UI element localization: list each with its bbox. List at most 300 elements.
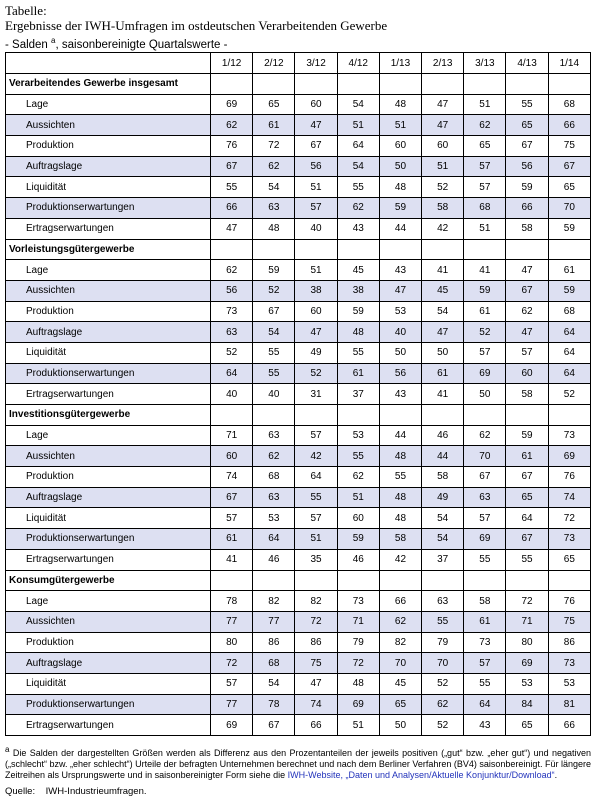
value-cell: 76 — [548, 591, 590, 612]
value-cell: 61 — [464, 301, 506, 322]
value-cell: 78 — [253, 694, 295, 715]
value-cell: 44 — [379, 425, 421, 446]
value-cell: 63 — [253, 425, 295, 446]
value-cell: 58 — [379, 529, 421, 550]
section-title: Verarbeitendes Gewerbe insgesamt — [6, 74, 211, 95]
header-corner — [6, 53, 211, 74]
column-header: 3/13 — [464, 53, 506, 74]
value-cell: 73 — [548, 529, 590, 550]
value-cell: 58 — [422, 198, 464, 219]
section-empty-cell — [337, 74, 379, 95]
value-cell: 81 — [548, 694, 590, 715]
value-cell: 54 — [337, 156, 379, 177]
section-empty-cell — [506, 570, 548, 591]
section-empty-cell — [337, 405, 379, 426]
value-cell: 62 — [464, 115, 506, 136]
table-row — [6, 342, 591, 363]
section-empty-cell — [422, 570, 464, 591]
section-empty-cell — [506, 74, 548, 95]
value-cell: 67 — [211, 156, 253, 177]
value-cell: 52 — [211, 342, 253, 363]
row-label: Produktion — [6, 136, 211, 157]
value-cell: 58 — [464, 591, 506, 612]
value-cell: 80 — [506, 632, 548, 653]
value-cell: 57 — [464, 653, 506, 674]
value-cell: 41 — [422, 384, 464, 405]
value-cell: 47 — [422, 94, 464, 115]
source-label: Quelle: — [5, 786, 36, 797]
value-cell: 63 — [422, 591, 464, 612]
table-subtitle — [5, 33, 387, 53]
value-cell: 40 — [253, 384, 295, 405]
value-cell: 59 — [506, 177, 548, 198]
section-empty-cell — [422, 405, 464, 426]
subtitle-post: , saisonbereinigte Quartalswerte - — [55, 38, 228, 51]
section-empty-cell — [337, 239, 379, 260]
value-cell: 59 — [506, 425, 548, 446]
value-cell: 69 — [464, 529, 506, 550]
value-cell: 50 — [464, 384, 506, 405]
value-cell: 68 — [464, 198, 506, 219]
value-cell: 55 — [379, 467, 421, 488]
value-cell: 31 — [295, 384, 337, 405]
value-cell: 67 — [211, 487, 253, 508]
value-cell: 72 — [506, 591, 548, 612]
value-cell: 55 — [506, 94, 548, 115]
value-cell: 57 — [464, 156, 506, 177]
value-cell: 59 — [253, 260, 295, 281]
table-heading — [5, 3, 387, 53]
value-cell: 47 — [295, 673, 337, 694]
row-label: Liquidität — [6, 342, 211, 363]
column-header: 1/14 — [548, 53, 590, 74]
table-row — [6, 467, 591, 488]
table-title: Ergebnisse der IWH-Umfragen im ostdeutschen Verarbeitenden Gewerbe — [5, 18, 388, 33]
value-cell: 41 — [464, 260, 506, 281]
section-empty-cell — [422, 74, 464, 95]
subtitle-pre: - Salden — [5, 38, 48, 51]
value-cell: 62 — [211, 115, 253, 136]
row-label: Lage — [6, 260, 211, 281]
column-header: 4/12 — [337, 53, 379, 74]
value-cell: 84 — [506, 694, 548, 715]
value-cell: 68 — [548, 94, 590, 115]
value-cell: 48 — [379, 446, 421, 467]
section-empty-cell — [548, 74, 590, 95]
value-cell: 40 — [295, 218, 337, 239]
section-empty-cell — [337, 570, 379, 591]
row-label: Lage — [6, 425, 211, 446]
survey-table — [5, 52, 591, 736]
footnote-marker: a — [5, 745, 10, 754]
value-cell: 79 — [337, 632, 379, 653]
value-cell: 64 — [548, 342, 590, 363]
section-empty-cell — [548, 570, 590, 591]
value-cell: 57 — [295, 198, 337, 219]
value-cell: 69 — [211, 94, 253, 115]
value-cell: 45 — [337, 260, 379, 281]
section-empty-cell — [548, 239, 590, 260]
table-row — [6, 384, 591, 405]
value-cell: 47 — [506, 322, 548, 343]
value-cell: 72 — [211, 653, 253, 674]
value-cell: 60 — [211, 446, 253, 467]
row-label: Auftragslage — [6, 487, 211, 508]
value-cell: 57 — [295, 425, 337, 446]
value-cell: 50 — [422, 342, 464, 363]
value-cell: 78 — [211, 591, 253, 612]
value-cell: 51 — [379, 115, 421, 136]
row-label: Produktionserwartungen — [6, 529, 211, 550]
value-cell: 55 — [253, 342, 295, 363]
value-cell: 58 — [422, 467, 464, 488]
value-cell: 50 — [379, 715, 421, 736]
value-cell: 42 — [379, 549, 421, 570]
value-cell: 57 — [506, 342, 548, 363]
value-cell: 67 — [253, 301, 295, 322]
value-cell: 63 — [211, 322, 253, 343]
value-cell: 67 — [506, 529, 548, 550]
value-cell: 66 — [548, 115, 590, 136]
value-cell: 86 — [548, 632, 590, 653]
value-cell: 73 — [464, 632, 506, 653]
section-title: Konsumgütergewerbe — [6, 570, 211, 591]
row-label: Liquidität — [6, 673, 211, 694]
section-row — [6, 74, 591, 95]
value-cell: 73 — [211, 301, 253, 322]
value-cell: 66 — [295, 715, 337, 736]
value-cell: 57 — [211, 508, 253, 529]
row-label: Ertragserwartungen — [6, 218, 211, 239]
value-cell: 73 — [337, 591, 379, 612]
value-cell: 48 — [253, 218, 295, 239]
row-label: Ertragserwartungen — [6, 549, 211, 570]
section-empty-cell — [295, 74, 337, 95]
section-row — [6, 570, 591, 591]
value-cell: 73 — [548, 425, 590, 446]
value-cell: 48 — [379, 94, 421, 115]
value-cell: 54 — [253, 673, 295, 694]
value-cell: 67 — [253, 715, 295, 736]
footnote — [5, 744, 591, 781]
section-empty-cell — [464, 74, 506, 95]
value-cell: 65 — [548, 177, 590, 198]
value-cell: 37 — [337, 384, 379, 405]
value-cell: 70 — [548, 198, 590, 219]
table-row — [6, 446, 591, 467]
section-empty-cell — [379, 74, 421, 95]
section-empty-cell — [211, 74, 253, 95]
value-cell: 54 — [422, 508, 464, 529]
value-cell: 66 — [548, 715, 590, 736]
value-cell: 43 — [464, 715, 506, 736]
row-label: Produktionserwartungen — [6, 363, 211, 384]
value-cell: 38 — [337, 280, 379, 301]
value-cell: 59 — [548, 280, 590, 301]
value-cell: 43 — [337, 218, 379, 239]
value-cell: 72 — [337, 653, 379, 674]
value-cell: 55 — [464, 673, 506, 694]
value-cell: 69 — [211, 715, 253, 736]
row-label: Liquidität — [6, 508, 211, 529]
section-empty-cell — [295, 570, 337, 591]
value-cell: 65 — [379, 694, 421, 715]
value-cell: 47 — [506, 260, 548, 281]
value-cell: 66 — [379, 591, 421, 612]
value-cell: 69 — [337, 694, 379, 715]
section-empty-cell — [211, 239, 253, 260]
value-cell: 40 — [379, 322, 421, 343]
value-cell: 46 — [253, 549, 295, 570]
value-cell: 75 — [548, 136, 590, 157]
column-header: 2/12 — [253, 53, 295, 74]
subtitle-footnote-marker: a — [51, 36, 56, 45]
value-cell: 86 — [295, 632, 337, 653]
value-cell: 74 — [211, 467, 253, 488]
table-row — [6, 694, 591, 715]
value-cell: 52 — [422, 177, 464, 198]
value-cell: 75 — [548, 611, 590, 632]
section-empty-cell — [211, 570, 253, 591]
value-cell: 53 — [506, 673, 548, 694]
value-cell: 61 — [422, 363, 464, 384]
table-row — [6, 425, 591, 446]
value-cell: 80 — [211, 632, 253, 653]
value-cell: 64 — [548, 322, 590, 343]
value-cell: 52 — [548, 384, 590, 405]
value-cell: 61 — [548, 260, 590, 281]
value-cell: 72 — [295, 611, 337, 632]
column-header: 1/12 — [211, 53, 253, 74]
value-cell: 42 — [422, 218, 464, 239]
value-cell: 67 — [295, 136, 337, 157]
value-cell: 55 — [253, 363, 295, 384]
value-cell: 61 — [464, 611, 506, 632]
value-cell: 62 — [506, 301, 548, 322]
section-empty-cell — [379, 405, 421, 426]
section-row — [6, 239, 591, 260]
section-empty-cell — [464, 239, 506, 260]
table-row — [6, 508, 591, 529]
value-cell: 55 — [422, 611, 464, 632]
section-empty-cell — [464, 405, 506, 426]
value-cell: 75 — [295, 653, 337, 674]
value-cell: 55 — [337, 342, 379, 363]
value-cell: 51 — [337, 715, 379, 736]
value-cell: 43 — [379, 260, 421, 281]
value-cell: 58 — [506, 384, 548, 405]
value-cell: 38 — [295, 280, 337, 301]
value-cell: 57 — [464, 177, 506, 198]
table-row — [6, 94, 591, 115]
value-cell: 59 — [379, 198, 421, 219]
row-label: Aussichten — [6, 115, 211, 136]
value-cell: 62 — [379, 611, 421, 632]
value-cell: 70 — [464, 446, 506, 467]
section-title: Vorleistungsgütergewerbe — [6, 239, 211, 260]
value-cell: 47 — [295, 115, 337, 136]
value-cell: 52 — [464, 322, 506, 343]
value-cell: 57 — [464, 508, 506, 529]
table-row — [6, 363, 591, 384]
value-cell: 45 — [422, 280, 464, 301]
value-cell: 64 — [506, 508, 548, 529]
value-cell: 62 — [422, 694, 464, 715]
value-cell: 62 — [464, 425, 506, 446]
row-label: Produktion — [6, 632, 211, 653]
value-cell: 54 — [253, 177, 295, 198]
value-cell: 47 — [422, 115, 464, 136]
value-cell: 40 — [211, 384, 253, 405]
column-header: 2/13 — [422, 53, 464, 74]
table-row — [6, 301, 591, 322]
value-cell: 60 — [379, 136, 421, 157]
value-cell: 71 — [506, 611, 548, 632]
section-empty-cell — [422, 239, 464, 260]
value-cell: 56 — [211, 280, 253, 301]
value-cell: 61 — [211, 529, 253, 550]
row-label: Lage — [6, 591, 211, 612]
table-row — [6, 115, 591, 136]
row-label: Auftragslage — [6, 322, 211, 343]
value-cell: 82 — [253, 591, 295, 612]
value-cell: 71 — [337, 611, 379, 632]
table-row — [6, 322, 591, 343]
value-cell: 61 — [506, 446, 548, 467]
section-empty-cell — [464, 570, 506, 591]
section-row — [6, 405, 591, 426]
section-empty-cell — [506, 405, 548, 426]
value-cell: 44 — [379, 218, 421, 239]
table-label: Tabelle: — [5, 3, 47, 18]
value-cell: 61 — [253, 115, 295, 136]
value-cell: 74 — [295, 694, 337, 715]
value-cell: 53 — [548, 673, 590, 694]
table-row — [6, 549, 591, 570]
column-header: 1/13 — [379, 53, 421, 74]
value-cell: 68 — [253, 653, 295, 674]
source-line — [5, 786, 147, 797]
section-empty-cell — [253, 74, 295, 95]
value-cell: 48 — [337, 673, 379, 694]
value-cell: 52 — [422, 673, 464, 694]
row-label: Aussichten — [6, 446, 211, 467]
value-cell: 55 — [337, 446, 379, 467]
value-cell: 45 — [379, 673, 421, 694]
value-cell: 42 — [295, 446, 337, 467]
value-cell: 52 — [422, 715, 464, 736]
row-label: Produktionserwartungen — [6, 198, 211, 219]
value-cell: 55 — [295, 487, 337, 508]
value-cell: 65 — [253, 94, 295, 115]
value-cell: 52 — [253, 280, 295, 301]
header-row — [6, 53, 591, 74]
value-cell: 51 — [295, 260, 337, 281]
value-cell: 69 — [548, 446, 590, 467]
value-cell: 68 — [253, 467, 295, 488]
value-cell: 82 — [295, 591, 337, 612]
value-cell: 82 — [379, 632, 421, 653]
value-cell: 50 — [379, 156, 421, 177]
footnote-text: Die Salden der dargestellten Größen werden als Differenz aus den Prozentanteilen der jeweils positiven („gut“ bzw. „eher gut“) und negativen („schlecht“ bzw. „eher schlecht“) Urteile der befragten Unternehmen berechnet und nach dem Berliner Verfahren (BV4) saisonbereinigt. Für längere Zeitreihen als Ursprungswerte und in saisonbereinigter Form siehe die — [5, 748, 591, 780]
value-cell: 67 — [506, 136, 548, 157]
value-cell: 43 — [379, 384, 421, 405]
table-row — [6, 218, 591, 239]
value-cell: 56 — [506, 156, 548, 177]
section-empty-cell — [548, 405, 590, 426]
value-cell: 74 — [548, 487, 590, 508]
table-row — [6, 177, 591, 198]
value-cell: 60 — [422, 136, 464, 157]
value-cell: 41 — [422, 260, 464, 281]
value-cell: 51 — [337, 115, 379, 136]
value-cell: 48 — [379, 487, 421, 508]
column-header: 3/12 — [295, 53, 337, 74]
section-empty-cell — [253, 405, 295, 426]
value-cell: 77 — [253, 611, 295, 632]
value-cell: 63 — [253, 198, 295, 219]
table-row — [6, 673, 591, 694]
value-cell: 69 — [506, 653, 548, 674]
row-label: Aussichten — [6, 280, 211, 301]
value-cell: 55 — [464, 549, 506, 570]
value-cell: 60 — [337, 508, 379, 529]
value-cell: 60 — [506, 363, 548, 384]
section-empty-cell — [295, 239, 337, 260]
value-cell: 67 — [506, 467, 548, 488]
table-row — [6, 260, 591, 281]
value-cell: 49 — [422, 487, 464, 508]
value-cell: 55 — [211, 177, 253, 198]
value-cell: 47 — [379, 280, 421, 301]
value-cell: 67 — [464, 467, 506, 488]
value-cell: 51 — [464, 218, 506, 239]
table-row — [6, 136, 591, 157]
value-cell: 54 — [337, 94, 379, 115]
value-cell: 41 — [211, 549, 253, 570]
column-header: 4/13 — [506, 53, 548, 74]
value-cell: 65 — [506, 715, 548, 736]
value-cell: 52 — [295, 363, 337, 384]
row-label: Auftragslage — [6, 156, 211, 177]
value-cell: 51 — [337, 487, 379, 508]
iwh-website-link[interactable]: IWH-Website, „Daten und Analysen/Aktuelle Konjunktur/Download“ — [287, 770, 555, 780]
section-empty-cell — [379, 570, 421, 591]
value-cell: 70 — [422, 653, 464, 674]
value-cell: 69 — [464, 363, 506, 384]
value-cell: 51 — [464, 94, 506, 115]
value-cell: 54 — [253, 322, 295, 343]
value-cell: 51 — [295, 177, 337, 198]
footnote-end: . — [554, 770, 558, 780]
value-cell: 64 — [337, 136, 379, 157]
value-cell: 49 — [295, 342, 337, 363]
table-row — [6, 529, 591, 550]
row-label: Ertragserwartungen — [6, 384, 211, 405]
value-cell: 62 — [337, 198, 379, 219]
value-cell: 53 — [337, 425, 379, 446]
table-row — [6, 715, 591, 736]
value-cell: 79 — [422, 632, 464, 653]
value-cell: 57 — [464, 342, 506, 363]
table-row — [6, 156, 591, 177]
value-cell: 59 — [548, 218, 590, 239]
value-cell: 71 — [211, 425, 253, 446]
value-cell: 63 — [464, 487, 506, 508]
value-cell: 65 — [506, 115, 548, 136]
table-row — [6, 198, 591, 219]
value-cell: 56 — [295, 156, 337, 177]
